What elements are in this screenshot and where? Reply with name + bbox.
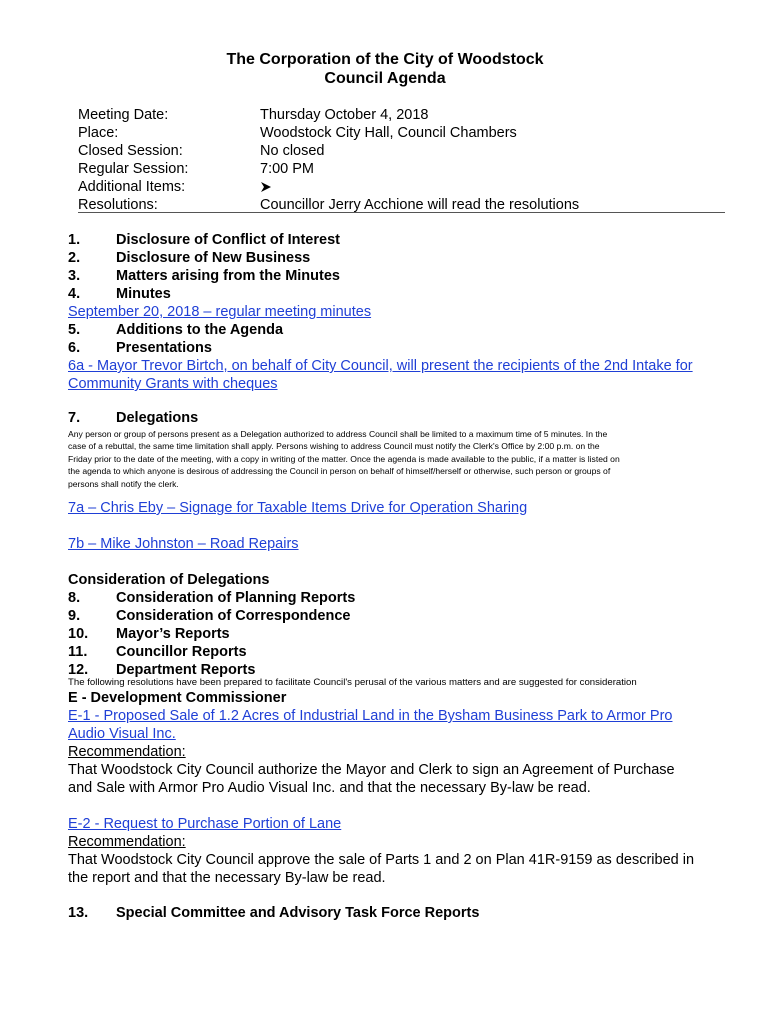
item-title: Consideration of Correspondence bbox=[116, 608, 351, 624]
item-number: 9. bbox=[68, 608, 81, 624]
item-number: 5. bbox=[68, 322, 81, 338]
development-commissioner-section bbox=[68, 689, 728, 797]
meeting-date-value: Thursday October 4, 2018 bbox=[260, 107, 429, 123]
delegation-7b-link[interactable]: 7b – Mike Johnston – Road Repairs bbox=[68, 536, 299, 552]
header-divider bbox=[78, 212, 725, 213]
additional-items-label: Additional Items: bbox=[78, 179, 186, 195]
agenda-item-9 bbox=[68, 607, 728, 625]
agenda-item-4 bbox=[68, 285, 728, 303]
recommendation-text: the report and that the necessary By-law be read. bbox=[68, 870, 386, 886]
item-number: 3. bbox=[68, 268, 81, 284]
item-number: 6. bbox=[68, 340, 81, 356]
item-title: Presentations bbox=[116, 340, 212, 356]
agenda-item-10 bbox=[68, 625, 728, 643]
delegation-7b bbox=[68, 535, 728, 553]
agenda-item-11 bbox=[68, 643, 728, 661]
note-line: Any person or group of persons present as a Delegation authorized to address Council shall be limited to a maximum time of 5 minutes. In the bbox=[68, 429, 608, 439]
closed-session-label: Closed Session: bbox=[78, 143, 183, 159]
item-number: 11. bbox=[68, 644, 88, 660]
item-number: 8. bbox=[68, 590, 81, 606]
report-e1-link-line1: E-1 - Proposed Sale of 1.2 Acres of Industrial Land in the Bysham Business Park to Armor Pro bbox=[68, 708, 673, 724]
recommendation-text: That Woodstock City Council approve the sale of Parts 1 and 2 on Plan 41R-9159 as described in bbox=[68, 852, 695, 868]
note-line: case of a rebuttal, the same time limitation shall apply. Persons wishing to address Council must notify the Clerk's Office by 2:00 p.m. on the bbox=[68, 441, 600, 452]
item-title: Consideration of Planning Reports bbox=[116, 590, 356, 606]
delegation-rules-note bbox=[68, 428, 728, 490]
resolutions-value: Councillor Jerry Acchione will read the resolutions bbox=[260, 197, 580, 213]
item-title: Councillor Reports bbox=[116, 644, 247, 660]
item-title: Disclosure of Conflict of Interest bbox=[116, 232, 340, 248]
additional-items-value bbox=[260, 178, 726, 196]
presentation-6a-link-line2: Community Grants with cheques bbox=[68, 376, 278, 392]
regular-session-row bbox=[78, 160, 726, 178]
regular-session-value: 7:00 PM bbox=[260, 161, 314, 177]
report-e2-section bbox=[68, 815, 728, 887]
recommendation-text: and Sale with Armor Pro Audio Visual Inc. and that the necessary By-law be read. bbox=[68, 780, 591, 796]
resolutions-label: Resolutions: bbox=[78, 197, 158, 213]
place-row bbox=[78, 124, 726, 142]
document-subtitle: Council Agenda bbox=[324, 70, 446, 87]
item-title: Matters arising from the Minutes bbox=[116, 268, 340, 284]
note-line: persons shall notify the clerk. bbox=[68, 478, 179, 489]
department-heading: E - Development Commissioner bbox=[68, 690, 287, 706]
arrowhead-bullet-icon bbox=[260, 181, 272, 193]
agenda-item-5 bbox=[68, 321, 728, 339]
place-label: Place: bbox=[78, 125, 119, 141]
regular-session-label: Regular Session: bbox=[78, 161, 189, 177]
item-title: Minutes bbox=[116, 286, 171, 302]
consideration-heading: Consideration of Delegations bbox=[68, 572, 270, 588]
item-number: 2. bbox=[68, 250, 81, 266]
additional-items-row bbox=[78, 178, 726, 196]
note-line: the agenda to which anyone is desirous of addressing the Council in person on behalf of himself/herself or otherwise, such person or groups of bbox=[68, 466, 611, 477]
agenda-items-1-6 bbox=[68, 231, 728, 393]
item-title: Disclosure of New Business bbox=[116, 250, 311, 266]
document-title: The Corporation of the City of Woodstock bbox=[226, 51, 544, 68]
minutes-link[interactable]: September 20, 2018 – regular meeting minutes bbox=[68, 304, 372, 320]
meeting-date-row bbox=[78, 106, 726, 124]
recommendation-label: Recommendation: bbox=[68, 744, 186, 760]
closed-session-value: No closed bbox=[260, 143, 325, 159]
agenda-item-1 bbox=[68, 231, 728, 249]
item-number: 1. bbox=[68, 232, 81, 248]
recommendation-text: That Woodstock City Council authorize the Mayor and Clerk to sign an Agreement of Purchase bbox=[68, 762, 675, 778]
item-title: Delegations bbox=[116, 410, 199, 426]
agenda-item-2 bbox=[68, 249, 728, 267]
recommendation-label: Recommendation: bbox=[68, 834, 186, 850]
item-number: 12. bbox=[68, 662, 89, 678]
presentation-6a-link-line1: 6a - Mayor Trevor Birtch, on behalf of City Council, will present the recipients of the 2nd Intake for bbox=[68, 358, 693, 374]
agenda-item-13 bbox=[68, 904, 728, 922]
agenda-item-7-block bbox=[68, 409, 728, 427]
item-title: Additions to the Agenda bbox=[116, 322, 284, 338]
agenda-item-13-block bbox=[68, 904, 728, 922]
delegation-7a bbox=[68, 499, 728, 517]
agenda-item-6 bbox=[68, 339, 728, 357]
resolutions-note: The following resolutions have been prepared to facilitate Council's perusal of the various matters and are suggested for consideration bbox=[68, 677, 637, 688]
agenda-item-8 bbox=[68, 589, 728, 607]
meeting-date-label: Meeting Date: bbox=[78, 107, 169, 123]
delegation-7a-link[interactable]: 7a – Chris Eby – Signage for Taxable Items Drive for Operation Sharing bbox=[68, 500, 528, 516]
item-number: 7. bbox=[68, 410, 81, 426]
item-number: 4. bbox=[68, 286, 81, 302]
item-title: Mayor’s Reports bbox=[116, 626, 230, 642]
report-e1-link-line2: Audio Visual Inc. bbox=[68, 726, 176, 742]
item-number: 13. bbox=[68, 905, 89, 921]
note-line: Friday prior to the date of the meeting, with a copy in writing of the matter. Once the agenda is made available to the public, if a matter is listed on bbox=[68, 453, 620, 464]
presentation-6a-link[interactable] bbox=[68, 357, 728, 393]
agenda-items-8-12 bbox=[68, 571, 728, 679]
item-title: Department Reports bbox=[116, 662, 256, 678]
agenda-item-3 bbox=[68, 267, 728, 285]
agenda-item-7 bbox=[68, 409, 728, 427]
report-e2-link[interactable]: E-2 - Request to Purchase Portion of Lane bbox=[68, 816, 342, 832]
item-number: 10. bbox=[68, 626, 89, 642]
place-value: Woodstock City Hall, Council Chambers bbox=[260, 125, 517, 141]
meeting-info-table bbox=[78, 106, 726, 214]
report-e1-link[interactable] bbox=[68, 707, 728, 743]
item-title: Special Committee and Advisory Task Force Reports bbox=[116, 905, 480, 921]
closed-session-row bbox=[78, 142, 726, 160]
